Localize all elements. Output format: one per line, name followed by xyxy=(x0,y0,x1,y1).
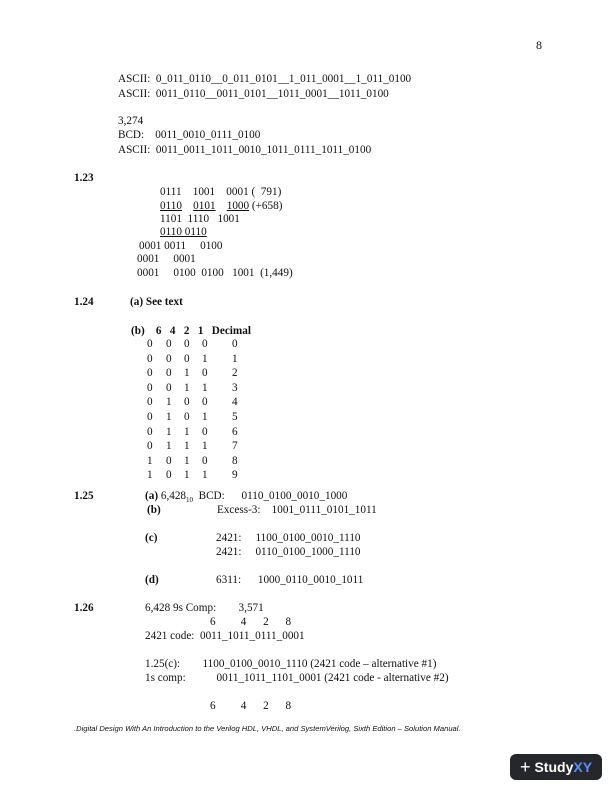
plus-icon: + xyxy=(519,757,531,777)
problem-label-1-24: 1.24 xyxy=(74,296,94,308)
ascii-line-2: ASCII: 0011_0110__0011_0101__1011_0001__1011_0100 xyxy=(118,88,389,100)
col-decimal: 0 1 2 3 4 5 6 7 8 9 xyxy=(232,338,238,482)
col-2: 0 0 1 1 0 0 1 1 1 1 xyxy=(184,338,190,482)
footer-citation: .Digital Design With An Introduction to the Verilog HDL, VHDL, and SystemVerilog, Sixth Edition – Solution Manual. xyxy=(74,724,461,733)
p125-part-c-1: 2421: 1100_0100_0010_1110 xyxy=(216,532,361,544)
p124-part-a: (a) See text xyxy=(130,296,183,308)
p123-line-1: 0111 1001 0001 ( 791) xyxy=(160,186,282,198)
p125-part-a: (a) $6,428_{10}$ BCD: 0110_0100_0010_1000 xyxy=(145,490,348,505)
p125-part-c-2: 2421: 0110_0100_1000_1110 xyxy=(216,546,361,558)
p124-table-header: (b) 6 4 2 1 Decimal xyxy=(131,325,251,337)
page-number: 8 xyxy=(536,38,542,52)
p126-line-5: 1s comp: 0011_1011_1101_0001 (2421 code - alternative #2) xyxy=(145,672,449,684)
problem-label-1-26: 1.26 xyxy=(74,602,94,614)
col-1: 0 1 0 1 0 1 0 1 0 1 xyxy=(202,338,208,482)
p123-line-2: 0110 0101 1000 (+658) xyxy=(160,200,283,212)
col-4: 0 0 0 0 1 1 1 1 0 0 xyxy=(166,338,172,482)
p123-line-3: 1101 1110 1001 xyxy=(160,213,240,225)
p126-line-2: 6 4 2 8 xyxy=(210,616,292,628)
p123-line-7: 0001 0100 0100 1001 (1,449) xyxy=(137,267,293,279)
p126-line-4: 1.25(c): 1100_0100_0010_1110 (2421 code – alternative #1) xyxy=(145,658,437,670)
brand-name: Study xyxy=(534,759,574,775)
ascii-line-1: ASCII: 0_011_0110__0_011_0101__1_011_0001__1_011_0100 xyxy=(118,73,412,85)
p123-line-6: 0001 0001 xyxy=(137,253,196,265)
problem-label-1-23: 1.23 xyxy=(74,172,94,184)
bcd-line: BCD: 0011_0010_0111_0100 xyxy=(118,129,261,141)
p125-part-b-label: (b) xyxy=(147,504,161,516)
ascii-line-3: ASCII: 0011_0011_1011_0010_1011_0111_1011_0100 xyxy=(118,144,372,156)
p125-part-b: Excess-3: 1001_0111_0101_1011 xyxy=(217,504,377,516)
p126-line-6: 6 4 2 8 xyxy=(210,700,292,712)
p126-line-3: 2421 code: 0011_1011_0111_0001 xyxy=(145,630,305,642)
studyxy-logo[interactable] xyxy=(510,754,602,780)
brand-xy: XY xyxy=(573,759,593,775)
number-3274: 3,274 xyxy=(118,115,144,127)
problem-label-1-25: 1.25 xyxy=(74,490,94,502)
p123-line-5: 0001 0011 0100 xyxy=(139,240,223,252)
p123-line-4: 0110 0110 xyxy=(160,226,207,238)
p126-line-1: 6,428 9s Comp: 3,571 xyxy=(145,602,264,614)
p125-part-c-label: (c) xyxy=(145,532,158,544)
col-6: 0 0 0 0 0 0 0 0 1 1 xyxy=(147,338,153,482)
p125-part-d-label: (d) xyxy=(145,574,159,586)
p125-part-d: 6311: 1000_0110_0010_1011 xyxy=(216,574,364,586)
